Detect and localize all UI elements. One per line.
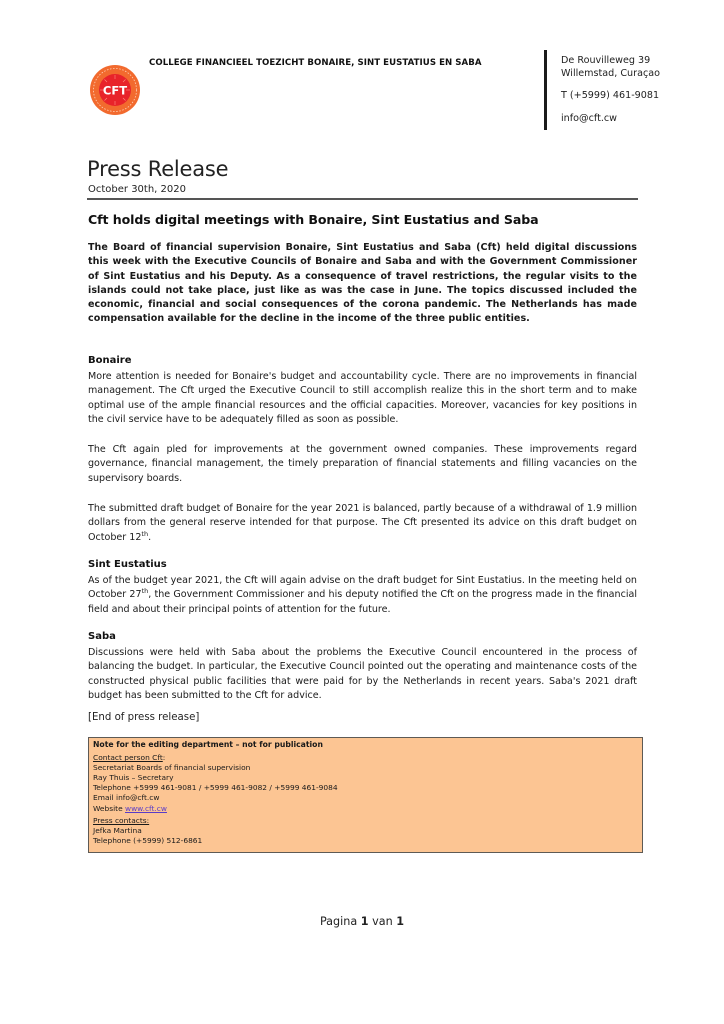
bonaire-paragraph-2: The Cft again pled for improvements at the government owned companies. These improvements regard governance, financial management, the timely preparation of financial statements and filling vacancies on the supervisory boards. bbox=[88, 444, 637, 484]
section-heading-saba: Saba bbox=[88, 631, 116, 642]
contact-label-text: Contact person Cft bbox=[93, 753, 163, 763]
bonaire-paragraph-3-text: The submitted draft budget of Bonaire for the year 2021 is balanced, partly because of a withdrawal of 1.9 million dollars from the general reserve intended for that purpose. The Cft presented its advice on this draft budget on October 12 bbox=[88, 503, 637, 543]
contact-email: Email info@cft.cw bbox=[93, 793, 160, 803]
address-street: De Rouvilleweg 39 bbox=[561, 55, 651, 66]
address-city: Willemstad, Curaçao bbox=[561, 67, 660, 79]
sint-eustatius-paragraph-text: As of the budget year 2021, the Cft will again advise on the draft budget for Sint Eustatius. In the meeting held on October 27 bbox=[88, 575, 637, 601]
bonaire-paragraph-1: More attention is needed for Bonaire's budget and accountability cycle. There are no improvements in financial management. The Cft urged the Executive Council to still accomplish realize this in the short term and to make optimal use of the ample financial resources and the official capacities. Moreover, vacancies for key positions in the civil service have to be adequately filled as soon as possible. bbox=[88, 371, 637, 425]
page-word: Pagina bbox=[319, 915, 358, 928]
ordinal-suffix: th bbox=[141, 587, 149, 596]
headline: Cft holds digital meetings with Bonaire, Sint Eustatius and Saba bbox=[88, 212, 539, 227]
cft-logo-icon bbox=[89, 64, 141, 116]
lead-paragraph: The Board of financial supervision Bonaire, Sint Eustatius and Saba (Cft) held digital discussions this week with the Executive Councils of Bonaire and Saba and with the Government Commissioner of Sint Eustatius and his Deputy. As a consequence of travel restrictions, the regular visits to the islands could not take place, just like as was the case in June. The topics discussed included the economic, financial and social consequences of the corona pandemic. The Netherlands has made compensation available for the decline in the income of the three public entities. bbox=[88, 242, 637, 325]
section-heading-bonaire: Bonaire bbox=[88, 355, 132, 366]
header-email[interactable]: info@cft.cw bbox=[561, 112, 618, 124]
cft-logo bbox=[89, 64, 141, 116]
note-title: Note for the editing department – not for publication bbox=[93, 740, 323, 749]
total-pages-number: 1 bbox=[396, 915, 405, 928]
section-heading-sint-eustatius: Sint Eustatius bbox=[88, 559, 167, 570]
website-label: Website bbox=[93, 803, 126, 813]
ordinal-suffix: th bbox=[141, 529, 149, 538]
title-rule bbox=[87, 198, 638, 200]
contact-address-block bbox=[561, 55, 660, 125]
current-page-number: 1 bbox=[360, 915, 369, 928]
editorial-note-box bbox=[88, 737, 643, 853]
press-contact-name: Jefka Martina bbox=[93, 825, 142, 835]
bonaire-paragraph-3 bbox=[88, 502, 637, 545]
organization-name: COLLEGE FINANCIEEL TOEZICHT BONAIRE, SINT EUSTATIUS EN SABA bbox=[149, 58, 482, 68]
sint-eustatius-paragraph bbox=[88, 574, 637, 617]
press-contacts-label: Press contacts: bbox=[93, 815, 150, 825]
contact-line: Telephone +5999 461-9081 / +5999 461-9082 / +5999 461-9084 bbox=[93, 783, 338, 793]
bonaire-paragraph-3-end: . bbox=[148, 531, 152, 543]
of-word: van bbox=[372, 915, 393, 928]
end-of-release-marker: [End of press release] bbox=[88, 712, 200, 723]
saba-paragraph: Discussions were held with Saba about the problems the Executive Council encountered in the process of balancing the budget. In particular, the Executive Council pointed out the operating and maintenance costs of the constructed physical public facilities that were paid for by the Netherlands in recent years. Saba's 2021 draft budget has been submitted to the Cft for advice. bbox=[88, 647, 637, 701]
release-date: October 30th, 2020 bbox=[88, 184, 186, 195]
press-contact-phone: Telephone (+5999) 512-6861 bbox=[93, 835, 203, 845]
contact-label-colon: : bbox=[162, 753, 166, 763]
header-divider bbox=[544, 50, 547, 130]
contact-line: Secretariat Boards of financial supervision bbox=[93, 763, 251, 773]
contact-line: Ray Thuis – Secretary bbox=[93, 773, 174, 783]
document-title: Press Release bbox=[87, 157, 229, 181]
page-footer bbox=[0, 915, 724, 928]
sint-eustatius-paragraph-end: , the Government Commissioner and his deputy notified the Cft on the progress made in the financial field and about their principal points of attention for the future. bbox=[88, 589, 637, 615]
contact-person-label bbox=[93, 753, 642, 763]
website-link[interactable]: www.cft.cw bbox=[125, 803, 167, 813]
header-phone: T (+5999) 461-9081 bbox=[561, 90, 660, 102]
logo-text: CFT bbox=[102, 83, 128, 98]
website-line bbox=[93, 804, 642, 814]
